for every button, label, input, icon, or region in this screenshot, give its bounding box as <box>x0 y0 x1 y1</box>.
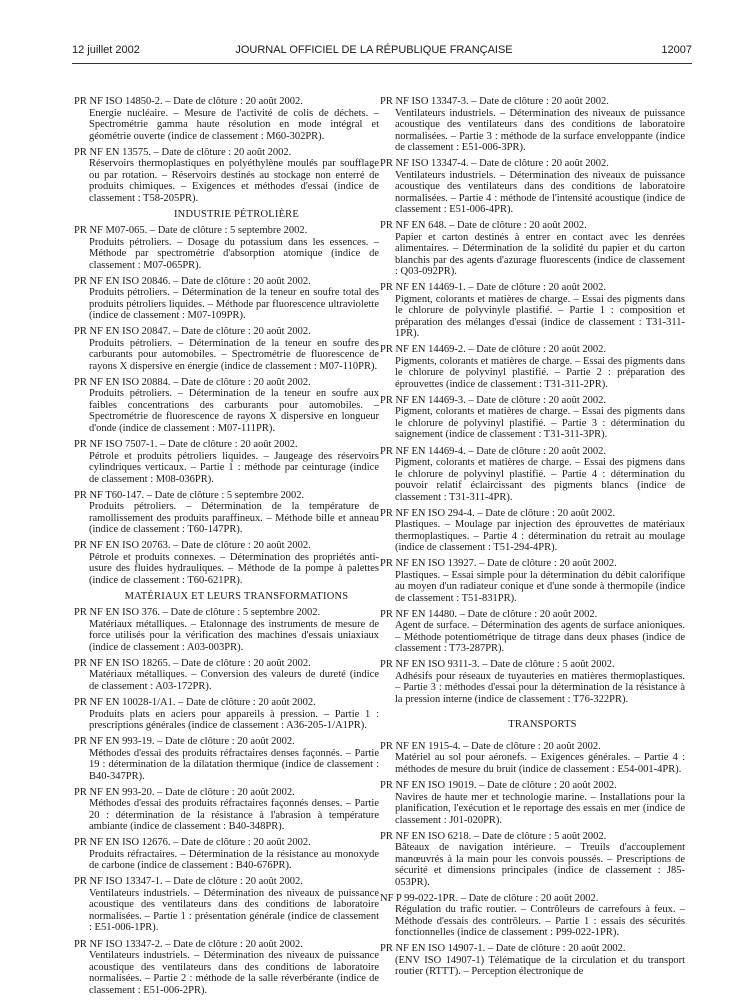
entry-reference: PR NF EN 993-19. – Date de clôture : 20 août 2002. <box>74 736 295 748</box>
standard-entry <box>74 147 379 205</box>
left-column <box>74 96 379 1001</box>
journal-title: JOURNAL OFFICIEL DE LA RÉPUBLIQUE FRANÇAISE <box>235 44 513 56</box>
standard-entry <box>74 326 379 372</box>
standard-entry <box>380 344 685 390</box>
entry-description: Plastiques. – Moulage par injection des éprouvettes de matériaux thermoplastiques. – Partie 4 : détermination du retrait au moulage (indice de classement : T51-294-4PR). <box>395 519 685 554</box>
header-rule <box>72 63 692 64</box>
entry-reference: PR NF EN 14480. – Date de clôture : 20 août 2002. <box>380 608 598 620</box>
entry-reference: PR NF EN ISO 20884. – Date de clôture : 20 août 2002. <box>74 376 311 388</box>
standard-entry <box>74 490 379 536</box>
entry-description: Ventilateurs industriels. – Détermination des niveaux de puissance acoustique des ventilateurs dans des conditions de laboratoire normalisées. – Partie 3 : méthode de la surface enveloppante (indice de classement : E51-006-3PR). <box>395 107 685 153</box>
standard-entry <box>380 220 685 278</box>
standard-entry <box>74 276 379 322</box>
entry-description: Pigments, colorants et matières de charge. – Essai des pigments dans le chlorure de polyvinyl plastifié. – Partie 2 : préparation des éprouvettes (indice de classement : T31-311-2PR). <box>395 355 685 390</box>
entry-reference: PR NF EN ISO 13927. – Date de clôture : 20 août 2002. <box>380 558 617 570</box>
entry-description: Produits pétroliers. – Détermination de la teneur en soufre des carburants pour automobiles. – Spectrométrie de fluorescence de rayons X dispersive en énergie (indice de classement : M07-110PR). <box>89 337 379 372</box>
entry-reference: NF P 99-022-1PR. – Date de clôture : 20 août 2002. <box>380 892 599 904</box>
entry-reference: PR NF EN ISO 20847. – Date de clôture : 20 août 2002. <box>74 326 311 338</box>
issue-date: 12 juillet 2002 <box>72 44 140 56</box>
standard-entry <box>74 939 379 997</box>
standard-entry <box>380 96 685 154</box>
entry-reference: PR NF EN ISO 18265. – Date de clôture : 20 août 2002. <box>74 657 311 669</box>
section-heading: MATÉRIAUX ET LEURS TRANSFORMATIONS <box>124 590 349 602</box>
standard-entry <box>74 540 379 586</box>
entry-reference: PR NF ISO 13347-1. – Date de clôture : 20 août 2002. <box>74 876 303 888</box>
entry-description: Produits plats en aciers pour appareils à pression. – Partie 1 : prescriptions générales (indice de classement : A36-205-1/A1PR). <box>89 708 379 732</box>
entry-description: Produits pétroliers. – Détermination de la température de ramollissement des produits paraffineux. – Méthode bille et anneau (indice de classement : T60-147PR). <box>89 501 379 536</box>
standard-entry <box>380 893 685 939</box>
standard-entry <box>380 282 685 340</box>
section-heading: TRANSPORTS <box>508 719 577 731</box>
entry-description: Pigment, colorants et matières de charge. – Essai des pigmens dans le chlorure de polyvinyl plastifié. – Partie 4 : détermination du pouvoir relatif éclaircissant des pigments blancs (indice de classement : T31-311-4PR). <box>395 457 685 503</box>
entry-description: Pigment, colorants et matières de charge. – Essai des pigments dans le chlorure de polyvinyl plastifié. – Partie 3 : détermination du saignement (indice de classement : T31-311-3PR). <box>395 406 685 441</box>
entry-reference: PR NF EN ISO 14907-1. – Date de clôture : 20 août 2002. <box>380 943 626 955</box>
section-heading: INDUSTRIE PÉTROLIÈRE <box>173 208 300 220</box>
standard-entry <box>74 607 379 653</box>
standard-entry <box>380 780 685 826</box>
entry-reference: PR NF M07-065. – Date de clôture : 5 septembre 2002. <box>74 225 308 237</box>
entry-description: Produits pétroliers. – Dosage du potassium dans les essences. – Méthode par spectrométrie d'absorption atomique (indice de classement : M07-065PR). <box>89 236 379 271</box>
entry-description: Produits réfractaires. – Détermination de la résistance au monoxyde de carbone (indice de classement : B40-676PR). <box>89 848 379 872</box>
entry-reference: PR NF EN ISO 20846. – Date de clôture : 20 août 2002. <box>74 275 311 287</box>
standard-entry <box>74 377 379 435</box>
page-header <box>0 44 748 62</box>
standard-entry <box>74 787 379 833</box>
entry-reference: PR NF EN 14469-1. – Date de clôture : 20 août 2002. <box>380 282 607 294</box>
standard-entry <box>74 876 379 934</box>
entry-description: Agent de surface. – Détermination des agents de surface anioniques. – Méthode potentiométrique de titrage dans deux phases (indice de classement : T73-287PR). <box>395 620 685 655</box>
standard-entry <box>380 741 685 776</box>
standard-entry <box>380 508 685 554</box>
entry-description: Bâteaux de navigation intérieure. – Treuils d'accouplement manœuvrés à la main pour les convois poussés. – Prescriptions de sécurité et dimensions principales (indice de classement : J85-053PR). <box>395 842 685 888</box>
standard-entry <box>74 439 379 485</box>
standard-entry <box>380 558 685 604</box>
entry-description: Adhésifs pour réseaux de tuyauteries en matières thermoplastiques. – Partie 3 : méthodes d'essai pour la détermination de la résistance à la pression interne (indice de classement : T76-322PR). <box>395 670 685 705</box>
standard-entry <box>74 658 379 693</box>
standard-entry <box>74 736 379 782</box>
standard-entry <box>74 837 379 872</box>
standard-entry <box>380 943 685 978</box>
standard-entry <box>380 609 685 655</box>
right-column <box>380 96 685 982</box>
standard-entry <box>380 446 685 504</box>
entry-reference: PR NF ISO 13347-3. – Date de clôture : 20 août 2002. <box>380 96 609 107</box>
standard-entry <box>74 697 379 732</box>
entry-description: Ventilateurs industriels. – Détermination des niveaux de puissance acoustique des ventilateurs dans des conditions de laboratoire normalisées. – Partie 4 : méthode de l'intensité acoustique (indice de classement : E51-006-4PR). <box>395 169 685 216</box>
entry-reference: PR NF EN 13575. – Date de clôture : 20 août 2002. <box>74 146 292 158</box>
standard-entry <box>380 395 685 441</box>
entry-reference: PR NF EN ISO 294-4. – Date de clôture : 20 août 2002. <box>380 507 616 519</box>
standard-entry <box>380 831 685 889</box>
entry-description: Pigment, colorants et matières de charge. – Essai des pigments dans le chlorure de polyvinyle plastifié. – Partie 1 : composition et préparation des mélanges d'essai (indice de classement : T31-311-1PR). <box>395 293 685 340</box>
entry-reference: PR NF ISO 14850-2. – Date de clôture : 20 août 2002. <box>74 96 303 107</box>
entry-reference: PR NF EN ISO 6218. – Date de clôture : 5 août 2002. <box>380 830 607 842</box>
entry-reference: PR NF EN 14469-3. – Date de clôture : 20 août 2002. <box>380 394 607 406</box>
standard-entry <box>380 158 685 216</box>
entry-description: Navires de haute mer et technologie marine. – Installations pour la planification, l'exécution et le reportage des essais en mer (indice de classement : J01-020PR). <box>395 791 685 826</box>
entry-reference: PR NF EN ISO 12676. – Date de clôture : 20 août 2002. <box>74 837 311 849</box>
entry-reference: PR NF T60-147. – Date de clôture : 5 septembre 2002. <box>74 489 305 501</box>
entry-reference: PR NF EN ISO 20763. – Date de clôture : 20 août 2002. <box>74 540 311 552</box>
entry-description: Produits pétroliers. – Détermination de la teneur en soufre total des produits pétroliers liquides. – Méthode par fluorescence ultraviolette (indice de classement : M07-109PR). <box>89 287 379 322</box>
entry-reference: PR NF EN 1915-4. – Date de clôture : 20 août 2002. <box>380 740 601 752</box>
entry-description: Réservoirs thermoplastiques en polyéthylène moulés par soufflage ou par rotation. – Réservoirs destinés au stockage non enterré de produits chimiques. – Exigences et méthodes d'essai (indice de classement : T58-205PR). <box>89 158 379 204</box>
entry-reference: PR NF EN 648. – Date de clôture : 20 août 2002. <box>380 220 587 232</box>
entry-description: Ventilateurs industriels. – Détermination des niveaux de puissance acoustique des ventilateurs dans des conditions de laboratoire normalisées. – Partie 2 : méthode de la salle réverbérante (indice de classement : E51-006-2PR). <box>89 950 379 996</box>
entry-description: Produits pétroliers. – Détermination de la teneur en soufre aux faibles concentrations des carburants pour automobiles. – Spectrométrie de fluorescence de rayons X dispersive en longueur d'onde (indice de classement : M07-111PR). <box>89 388 379 434</box>
standard-entry <box>74 96 379 142</box>
entry-reference: PR NF EN 993-20. – Date de clôture : 20 août 2002. <box>74 786 295 798</box>
entry-reference: PR NF ISO 13347-2. – Date de clôture : 20 août 2002. <box>74 938 303 950</box>
entry-reference: PR NF ISO 13347-4. – Date de clôture : 20 août 2002. <box>380 158 609 170</box>
entry-description: Pétrole et produits connexes. – Détermination des propriétés anti-usure des fluides hydrauliques. – Méthode de la pompe à palettes (indice de classement : T60-621PR). <box>89 551 379 586</box>
entry-description: Plastiques. – Essai simple pour la détermination du débit calorifique au moyen d'un radiateur conique et d'une sonde à thermopile (indice de classement : T51-831PR). <box>395 569 685 604</box>
entry-description: Ventilateurs industriels. – Détermination des niveaux de puissance acoustique des ventilateurs dans des conditions de laboratoire normalisées. – Partie 1 : présentation générale (indice de classement : E51-006-1PR). <box>89 887 379 934</box>
entry-reference: PR NF EN 14469-2. – Date de clôture : 20 août 2002. <box>380 344 607 356</box>
entry-reference: PR NF EN ISO 19019. – Date de clôture : 20 août 2002. <box>380 780 617 792</box>
entry-description: Pétrole et produits pétroliers liquides. – Jaugeage des réservoirs cylindriques verticaux. – Partie 1 : méthode par ceinturage (indice de classement : M08-036PR). <box>89 450 379 485</box>
entry-description: Papier et carton destinés à entrer en contact avec les denrées alimentaires. – Détermination de la solidité du papier et du carton blanchis par des agents d'azurage fluorescents (indice de classement : Q03-092PR). <box>395 231 685 278</box>
entry-description: Régulation du trafic routier. – Contrôleurs de carrefours à feux. – Méthode d'essais des contrôleurs. – Partie 1 : essais des sécurités fonctionnelles (indice de classement : P99-022-1PR). <box>395 904 685 939</box>
entry-description: Méthodes d'essai des produits réfractaires façonnés denses. – Partie 20 : détermination de la résistance à l'abrasion à température ambiante (indice de classement : B40-348PR). <box>89 798 379 833</box>
entry-description: (ENV ISO 14907-1) Télématique de la circulation et du transport routier (RTTT). – Perception électronique de <box>395 954 685 978</box>
entry-description: Méthodes d'essai des produits réfractaires denses façonnés. – Partie 19 : détermination de la dilatation thermique (indice de classement : B40-347PR). <box>89 747 379 782</box>
entry-reference: PR NF EN 14469-4. – Date de clôture : 20 août 2002. <box>380 445 607 457</box>
entry-reference: PR NF ISO 7507-1. – Date de clôture : 20 août 2002. <box>74 439 298 451</box>
entry-description: Energie nucléaire. – Mesure de l'activité de colis de déchets. – Spectrométrie gamma haute résolution en mode intégral et géométrie ouverte (indice de classement : M60-302PR). <box>89 107 379 142</box>
entry-description: Matériaux métalliques. – Etalonnage des instruments de mesure de force utilisés pour la vérification des machines d'essais uniaxiaux (indice de classement : A03-003PR). <box>89 618 379 653</box>
entry-reference: PR NF EN ISO 376. – Date de clôture : 5 septembre 2002. <box>74 607 321 619</box>
page-number: 12007 <box>661 44 692 56</box>
entry-reference: PR NF EN ISO 9311-3. – Date de clôture : 5 août 2002. <box>380 659 615 671</box>
entry-reference: PR NF EN 10028-1/A1. – Date de clôture : 20 août 2002. <box>74 697 316 709</box>
standard-entry <box>74 225 379 271</box>
entry-description: Matériel au sol pour aéronefs. – Exigences générales. – Partie 4 : méthodes de mesure du bruit (indice de classement : E54-001-4PR). <box>395 752 685 775</box>
entry-description: Matériaux métalliques. – Conversion des valeurs de dureté (indice de classement : A03-172PR). <box>89 669 379 692</box>
standard-entry <box>380 659 685 705</box>
